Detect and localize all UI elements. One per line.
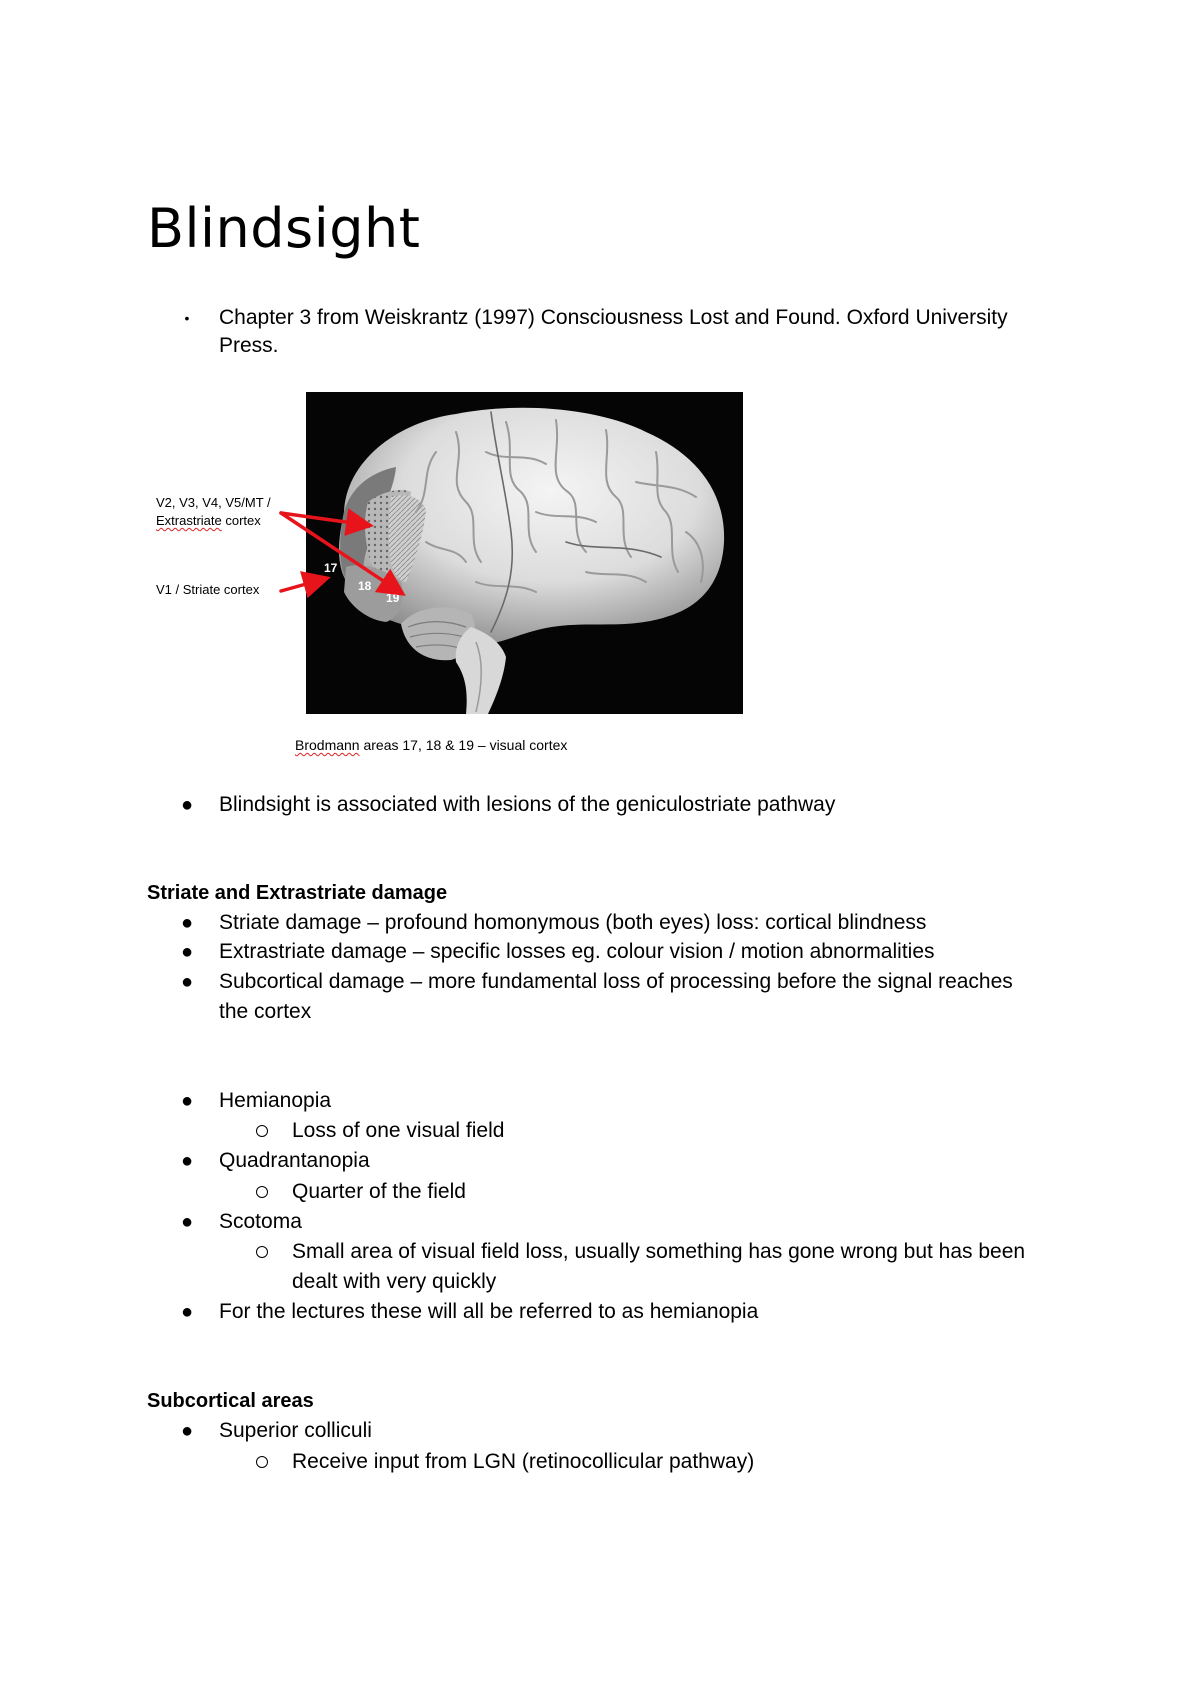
intro-bullet-text: Blindsight is associated with lesions of the geniculostriate pathway xyxy=(219,793,836,816)
sub-bullet-circle xyxy=(256,1125,268,1137)
section-heading-subcortical: Subcortical areas xyxy=(147,1390,314,1412)
bullet-dot: ● xyxy=(180,941,194,963)
bullet-dot: ● xyxy=(180,1211,194,1233)
reference-line-1: Chapter 3 from Weiskrantz (1997) Consciousness Lost and Found. Oxford University xyxy=(219,306,1008,329)
label-extrastriate-line-1: V2, V3, V4, V5/MT / xyxy=(156,495,271,510)
label-extrastriate-line-2 xyxy=(156,513,261,529)
area-17-number: 17 xyxy=(324,561,338,575)
sub-bullet-circle xyxy=(256,1456,268,1468)
sub-list-item: Loss of one visual field xyxy=(292,1119,505,1142)
label-extrastriate-word: Extrastriate xyxy=(156,513,222,528)
figure-caption xyxy=(295,737,567,753)
bullet-dot: ● xyxy=(180,912,194,934)
list-item: Striate damage – profound homonymous (both eyes) loss: cortical blindness xyxy=(219,911,927,934)
sub-list-item: Small area of visual field loss, usually something has gone wrong but has been xyxy=(292,1240,1026,1263)
label-extrastriate-rest: cortex xyxy=(221,513,261,528)
sub-list-item-continuation: dealt with very quickly xyxy=(292,1270,497,1293)
bullet-dot: ● xyxy=(180,1090,194,1112)
caption-rest: areas 17, 18 & 19 – visual cortex xyxy=(359,737,568,753)
bullet-dot: ● xyxy=(180,1420,194,1442)
caption-brodmann: Brodmann xyxy=(295,737,360,753)
list-item-quadrantanopia: Quadrantanopia xyxy=(219,1149,370,1172)
bullet-dot: • xyxy=(184,310,190,326)
sub-list-item: Quarter of the field xyxy=(292,1180,466,1203)
bullet-dot: ● xyxy=(180,971,194,993)
list-item-superior-colliculi: Superior colliculi xyxy=(219,1419,372,1442)
list-item-continuation: the cortex xyxy=(219,1000,312,1023)
list-item: Subcortical damage – more fundamental loss of processing before the signal reaches xyxy=(219,970,1013,993)
area-18-number: 18 xyxy=(358,579,372,593)
brain-illustration xyxy=(306,392,743,714)
reference-line-2: Press. xyxy=(219,334,279,357)
sub-bullet-circle xyxy=(256,1246,268,1258)
bullet-dot: ● xyxy=(180,794,194,816)
sub-bullet-circle xyxy=(256,1186,268,1198)
label-striate: V1 / Striate cortex xyxy=(156,582,260,597)
area-19-number: 19 xyxy=(386,591,400,605)
list-item-scotoma: Scotoma xyxy=(219,1210,302,1233)
list-item: For the lectures these will all be referred to as hemianopia xyxy=(219,1300,759,1323)
section-heading-damage: Striate and Extrastriate damage xyxy=(147,882,448,904)
list-item-hemianopia: Hemianopia xyxy=(219,1089,332,1112)
brain-image xyxy=(306,392,743,714)
sub-list-item: Receive input from LGN (retinocollicular pathway) xyxy=(292,1450,755,1473)
bullet-dot: ● xyxy=(180,1150,194,1172)
page-title: Blindsight xyxy=(147,197,421,260)
bullet-dot: ● xyxy=(180,1301,194,1323)
list-item: Extrastriate damage – specific losses eg. colour vision / motion abnormalities xyxy=(219,940,935,963)
